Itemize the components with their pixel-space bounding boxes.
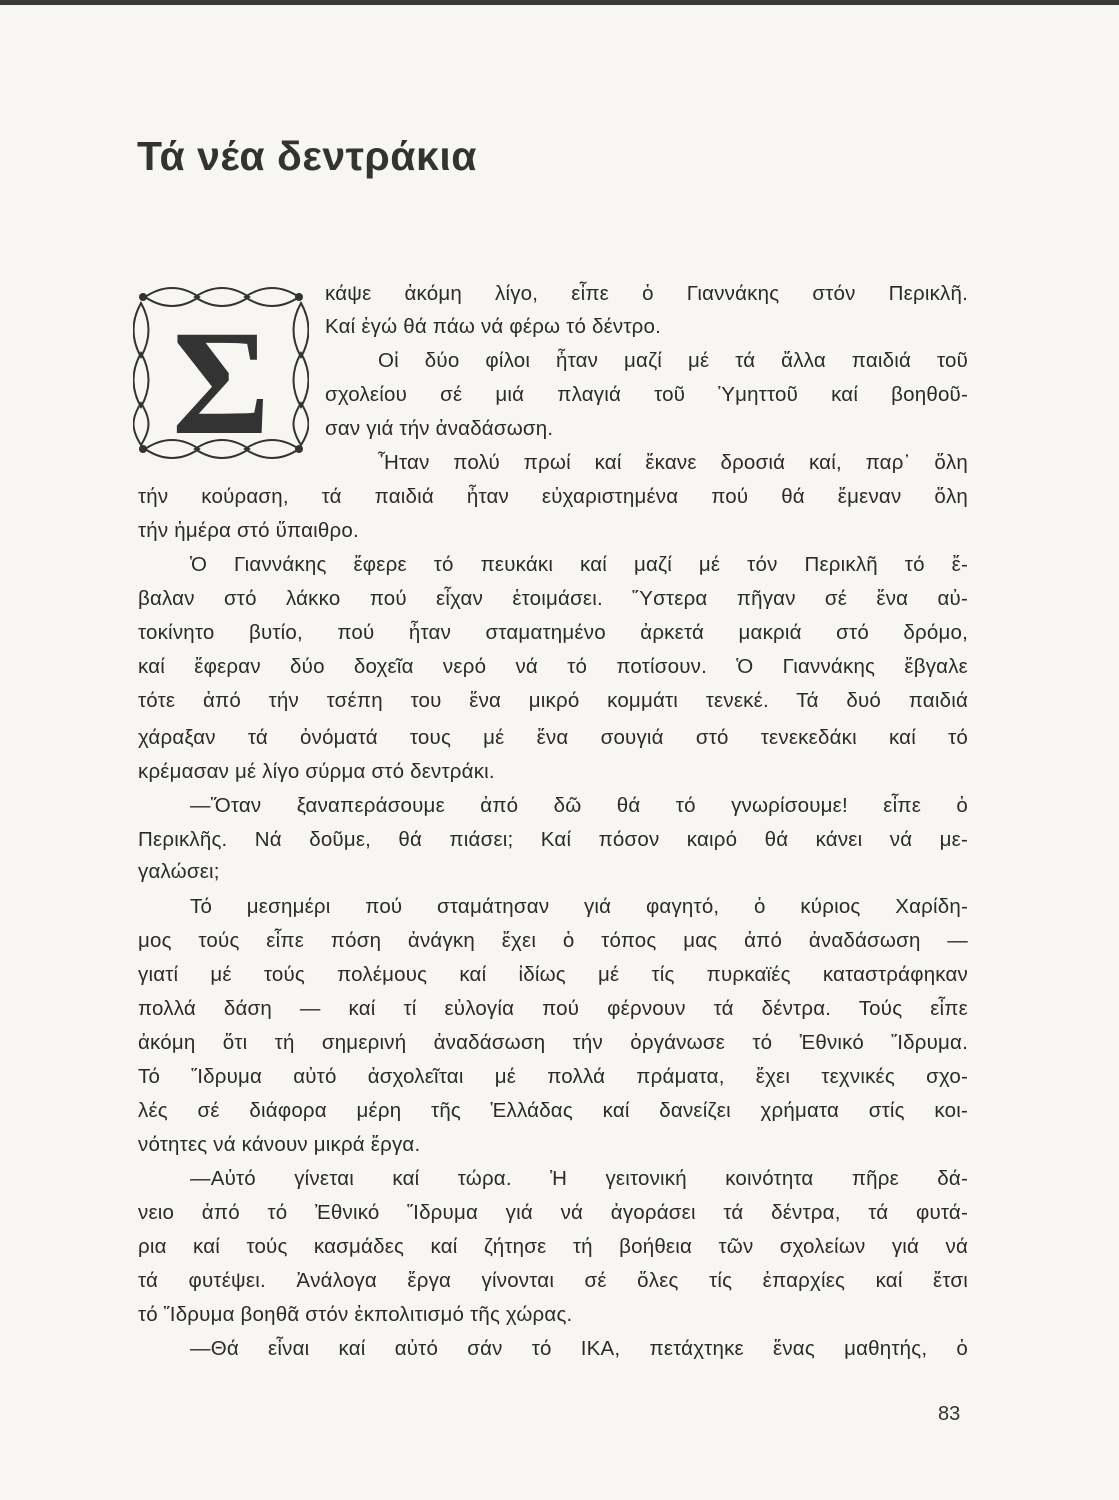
text-line: ἀκόμη ὅτι τή σημερινή ἀναδάσωση τήν ὀργάνωσε τό Ἐθνικό Ἵδρυμα. [138, 1031, 968, 1054]
text-line: τά φυτέψει. Ἀνάλογα ἔργα γίνονται σέ ὅλες τίς ἐπαρχίες καί ἔτσι [138, 1269, 968, 1292]
text-line: Τό μεσημέρι πού σταμάτησαν γιά φαγητό, ὁ κύριος Χαρίδη- [190, 895, 968, 918]
text-line: Τό Ἵδρυμα αὐτό ἀσχολεῖται μέ πολλά πράματα, ἔχει τεχνικές σχο- [138, 1065, 968, 1088]
text-line: βαλαν στό λάκκο πού εἶχαν ἑτοιμάσει. Ὕστερα πῆγαν σέ ἕνα αὐ- [138, 587, 968, 610]
text-line: γαλώσει; [138, 860, 220, 883]
text-line: πολλά δάση — καί τί εὐλογία πού φέρνουν τά δέντρα. Τούς εἶπε [138, 997, 968, 1020]
text-line: —Θά εἶναι καί αὐτό σάν τό ΙΚΑ, πετάχτηκε ἕνας μαθητής, ὁ [190, 1337, 968, 1360]
text-line: χάραξαν τά ὀνόματά τους μέ ἕνα σουγιά στό τενεκεδάκι καί τό [138, 726, 968, 749]
text-line: σαν γιά τήν ἀναδάσωση. [325, 417, 554, 440]
text-line: καί ἔφεραν δύο δοχεῖα νερό νά τό ποτίσουν. Ὁ Γιαννάκης ἔβγαλε [138, 655, 968, 678]
drop-cap-frame [133, 283, 309, 463]
text-line: Οἱ δύο φίλοι ἦταν μαζί μέ τά ἄλλα παιδιά τοῦ [378, 349, 968, 372]
text-line: κρέμασαν μέ λίγο σύρμα στό δεντράκι. [138, 760, 495, 783]
page-title: Τά νέα δεντράκια [137, 133, 477, 179]
text-line: μος τούς εἶπε πόση ἀνάγκη ἔχει ὁ τόπος μας ἀπό ἀναδάσωση — [138, 929, 968, 952]
text-line: Καί ἐγώ θά πάω νά φέρω τό δέντρο. [325, 315, 662, 338]
text-line: Ἦταν πολύ πρωί καί ἔκανε δροσιά καί, παρ᾽ ὅλη [378, 451, 968, 474]
ornamental-frame-icon [133, 283, 309, 463]
text-line: τήν ἡμέρα στό ὕπαιθρο. [138, 519, 359, 542]
page-top-edge [0, 0, 1119, 5]
text-line: τοκίνητο βυτίο, πού ἦταν σταματημένο ἀρκετά μακριά στό δρόμο, [138, 621, 968, 644]
text-line: τό Ἵδρυμα βοηθᾶ στόν ἐκπολιτισμό τῆς χώρας. [138, 1303, 573, 1326]
text-line: σχολείου σέ μιά πλαγιά τοῦ Ὑμηττοῦ καί βοηθοῦ- [325, 383, 968, 406]
text-line: —Ὅταν ξαναπεράσουμε ἀπό δῶ θά τό γνωρίσουμε! εἶπε ὁ [190, 794, 968, 817]
text-line: τότε ἀπό τήν τσέπη του ἕνα μικρό κομμάτι τενεκέ. Τά δυό παιδιά [138, 689, 968, 712]
text-line: Περικλῆς. Νά δοῦμε, θά πιάσει; Καί πόσον καιρό θά κάνει νά με- [138, 828, 968, 851]
text-line: γιατί μέ τούς πολέμους καί ἰδίως μέ τίς πυρκαϊές καταστράφηκαν [138, 963, 968, 986]
text-line: τήν κούραση, τά παιδιά ἦταν εὐχαριστημένα πού θά ἔμεναν ὅλη [138, 485, 968, 508]
text-line: —Αὐτό γίνεται καί τώρα. Ἡ γειτονική κοινότητα πῆρε δά- [190, 1167, 968, 1190]
text-line: Ὁ Γιαννάκης ἔφερε τό πευκάκι καί μαζί μέ τόν Περικλῆ τό ἔ- [190, 553, 968, 576]
drop-cap-letter: Σ [171, 300, 271, 463]
text-line: ρια καί τούς κασμάδες καί ζήτησε τή βοήθεια τῶν σχολείων γιά νά [138, 1235, 968, 1258]
text-line: νειο ἀπό τό Ἐθνικό Ἵδρυμα γιά νά ἀγοράσει τά δέντρα, τά φυτά- [138, 1201, 968, 1224]
text-line: κάψε ἀκόμη λίγο, εἶπε ὁ Γιαννάκης στόν Περικλῆ. [325, 282, 968, 305]
text-line: νότητες νά κάνουν μικρά ἔργα. [138, 1133, 421, 1156]
text-line: λές σέ διάφορα μέρη τῆς Ἑλλάδας καί δανείζει χρήματα στίς κοι- [138, 1099, 968, 1122]
page-number: 83 [938, 1403, 961, 1425]
